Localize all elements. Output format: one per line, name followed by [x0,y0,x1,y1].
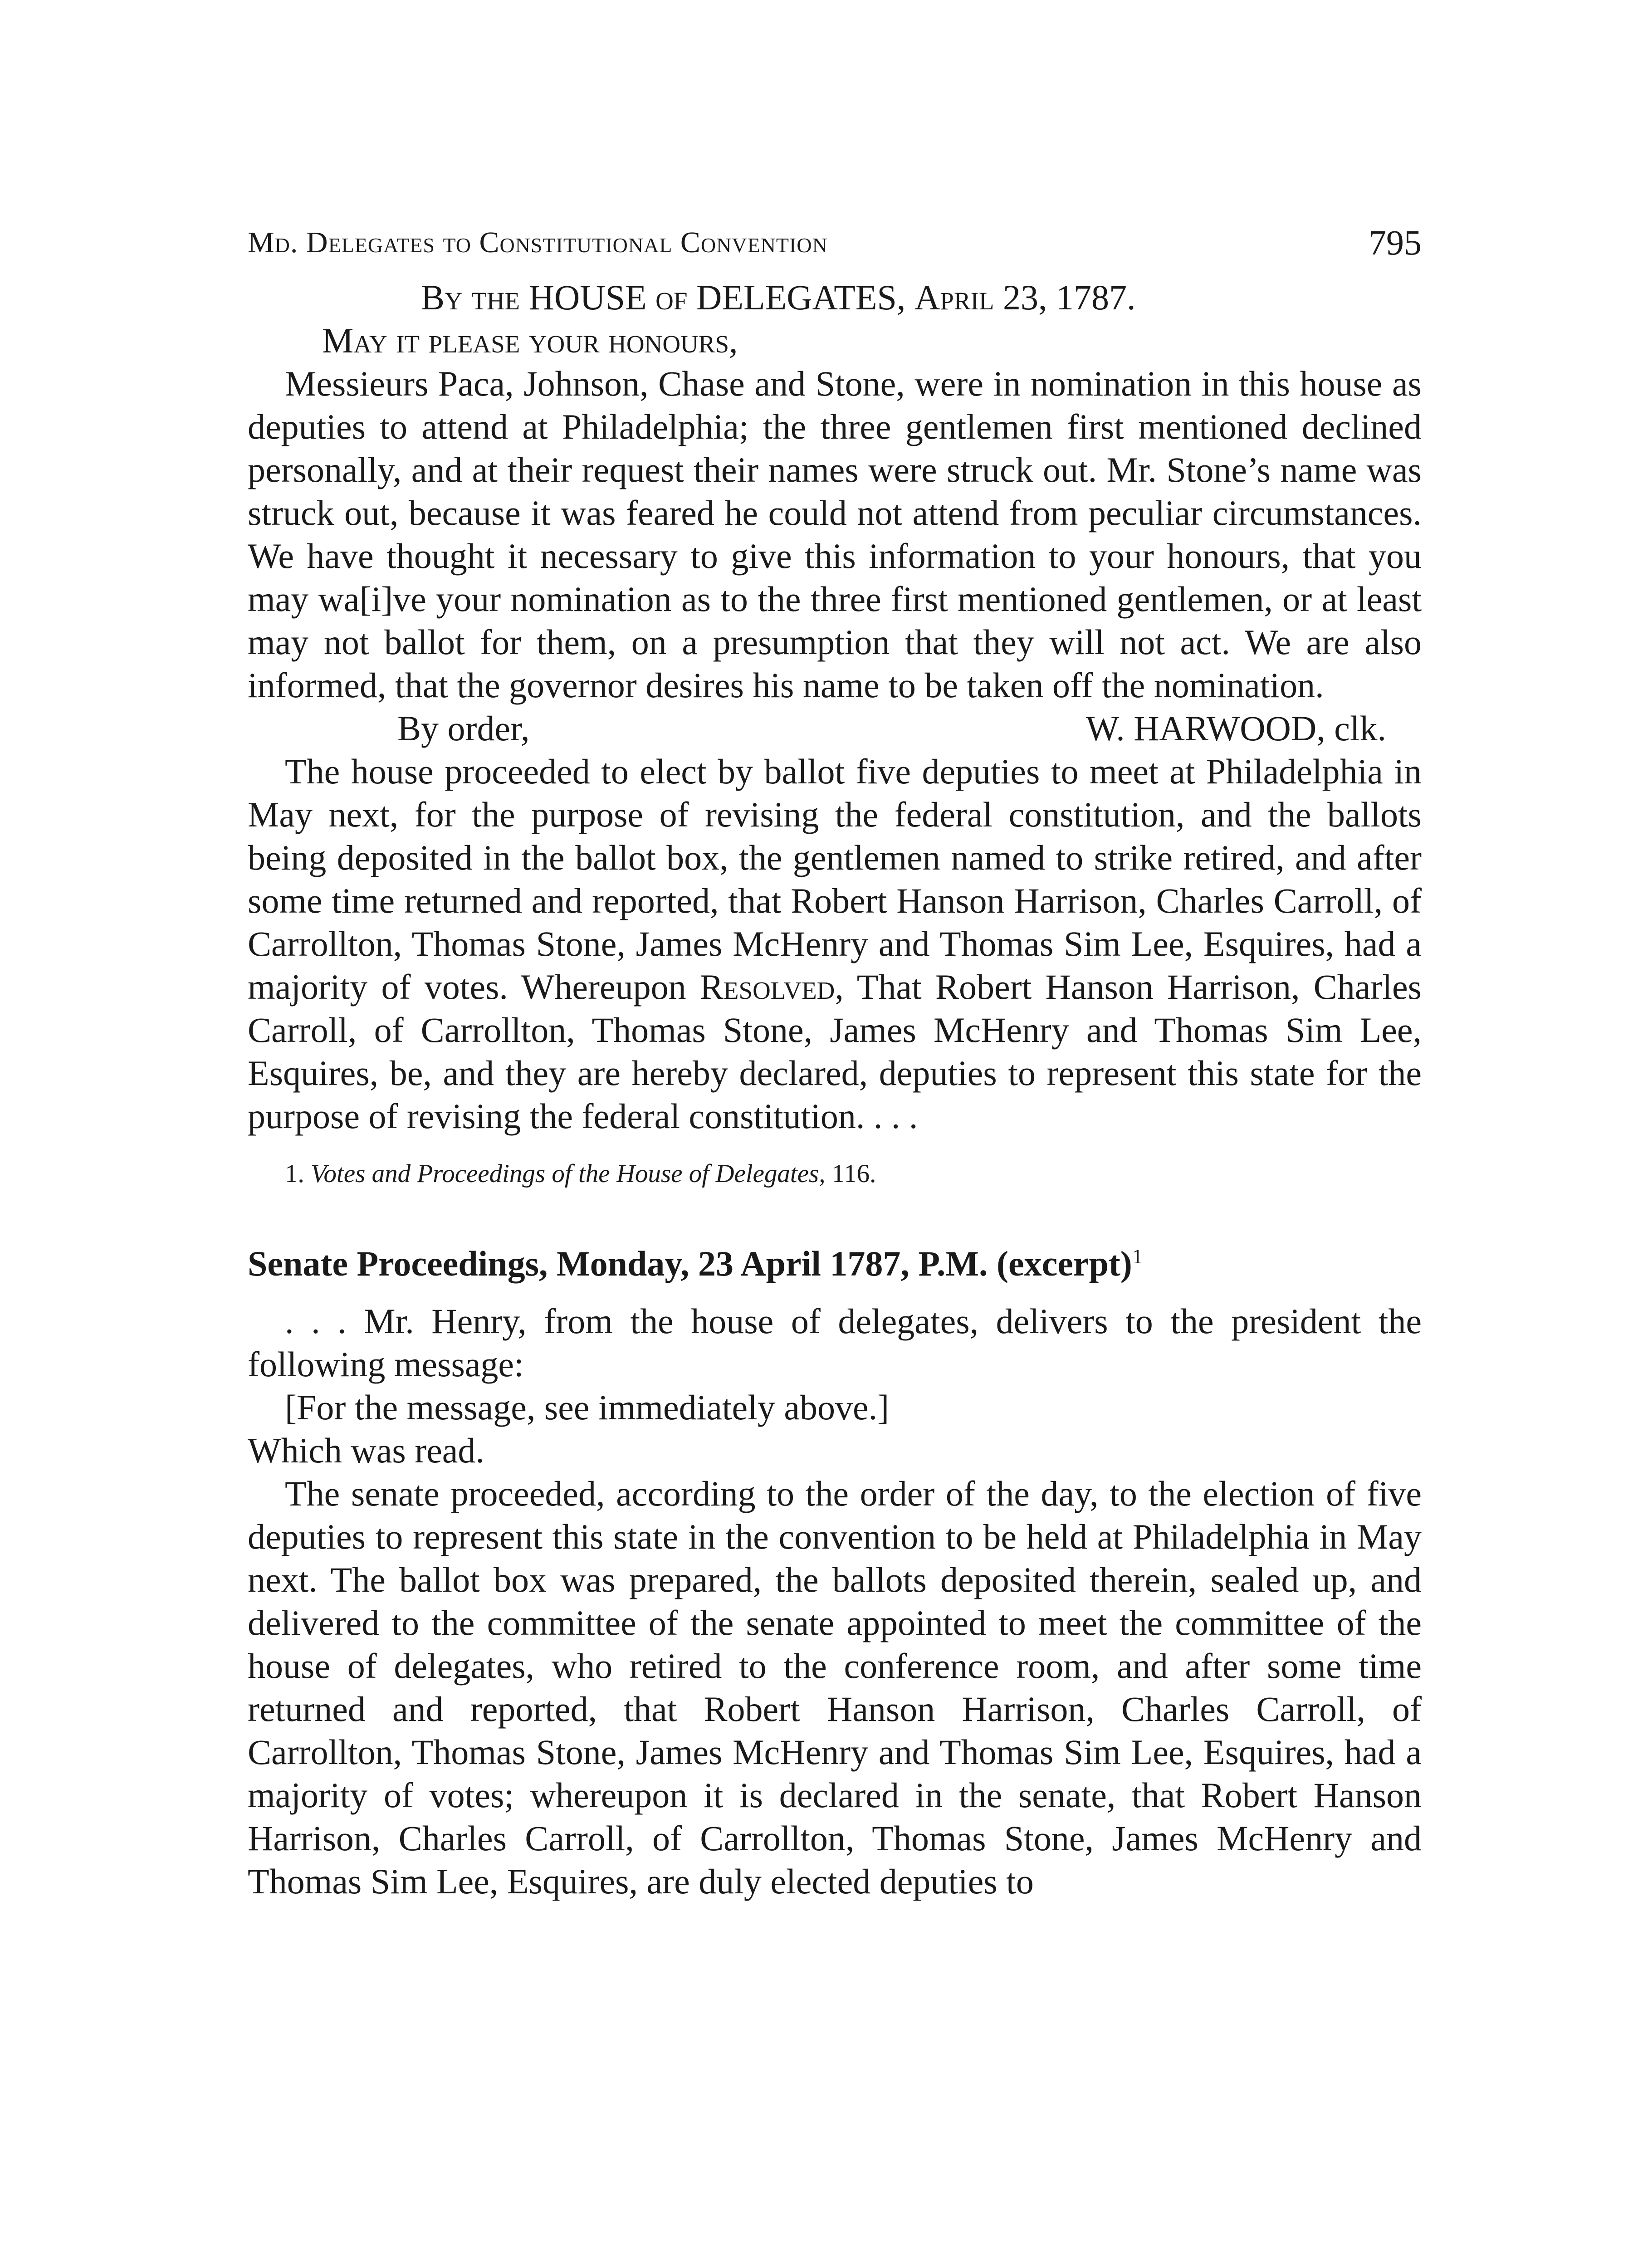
resolved-label: Resolved, [699,967,844,1007]
heading-of: of [655,278,688,317]
heading-april: April [914,278,994,317]
senate-paragraph-4: The senate proceeded, according to the order of the day, to the election of five deputies to represent this state in the convention to be held at Philadelphia in May next. The ballot box was prepared, the ballots deposited therein, sealed up, and delivered to the committee of the senate appointed to meet the committee of the house of delegates, who retired to the conference room, and after some time returned and reported, that Robert Hanson Harrison, Charles Carroll, of Carrollton, Thomas Stone, James McHenry and Thomas Sim Lee, Esquires, had a majority of votes; whereupon it is declared in the senate, that Robert Hanson Harrison, Charles Carroll, of Carrollton, Thomas Stone, James McHenry and Thomas Sim Lee, Esquires, are duly elected deputies to [248,1474,1422,1901]
election-text-after: That Robert Hanson Harrison, Charles Carroll, of Carrollton, Thomas Stone, James McHenry and Thomas Sim Lee, Esquires, be, and they are hereby declared, deputies to represent this state for the purpose of revising the federal constitution. . . . [248,967,1422,1136]
house-election-paragraph [248,750,1422,1138]
clerk-signature: W. HARWOOD, clk. [1085,709,1386,748]
election-text-before: The house proceeded to elect by ballot five deputies to meet at Philadelphia in May next, for the purpose of revising the federal constitution, and the ballots being deposited in the ballot box, the gentlemen named to strike retired, and after some time returned and reported, that Robert Hanson Harrison, Charles Carroll, of Carrollton, Thomas Stone, James McHenry and Thomas Sim Lee, Esquires, had a majority of votes. Whereupon [248,752,1422,1007]
footnote [285,1156,1422,1192]
senate-proceedings [248,1300,1422,1903]
house-message [248,276,1422,1138]
heading-date: 23, 1787. [1002,278,1136,317]
heading-delegates: DELEGATES, [696,278,906,317]
page-number: 795 [1369,223,1422,262]
senate-paragraph-3: Which was read. [248,1431,484,1470]
message-body: Messieurs Paca, Johnson, Chase and Stone, were in nomination in this house as deputies to attend at Philadelphia; the three gentlemen first mentioned declined personally, and at their request their names were struck out. Mr. Stone’s name was struck out, because it was feared he could not attend from peculiar circumstances. We have thought it necessary to give this information to your honours, that you may wa[i]ve your nomination as to the three first mentioned gentlemen, or at least may not ballot for them, on a presumption that they will not act. We are also informed, that the governor desires his name to be taken off the nomination. [248,364,1422,705]
salutation: May it please your honours, [322,321,738,360]
book-page [248,218,1422,1903]
senate-heading [248,1242,1422,1285]
by-order: By order, [397,709,530,748]
running-head-title: Md. Delegates to Constitutional Convention [248,226,828,259]
heading-house: HOUSE [528,278,647,317]
footnote-page: 116. [831,1159,876,1188]
footnote-marker: 1 [1132,1245,1143,1268]
footnote-title: Votes and Proceedings of the House of Delegates, [311,1159,826,1188]
senate-paragraph-1: . . . Mr. Henry, from the house of delegates, delivers to the president the following message: [248,1301,1422,1384]
senate-heading-text: Senate Proceedings, Monday, 23 April 1787, P.M. (excerpt) [248,1244,1132,1283]
running-head [248,218,1422,268]
message-heading [421,276,1422,319]
signature-line [248,707,1422,750]
heading-by: By the [421,278,520,317]
senate-paragraph-2: [For the message, see immediately above.] [285,1388,890,1427]
footnote-number: 1. [285,1159,304,1188]
